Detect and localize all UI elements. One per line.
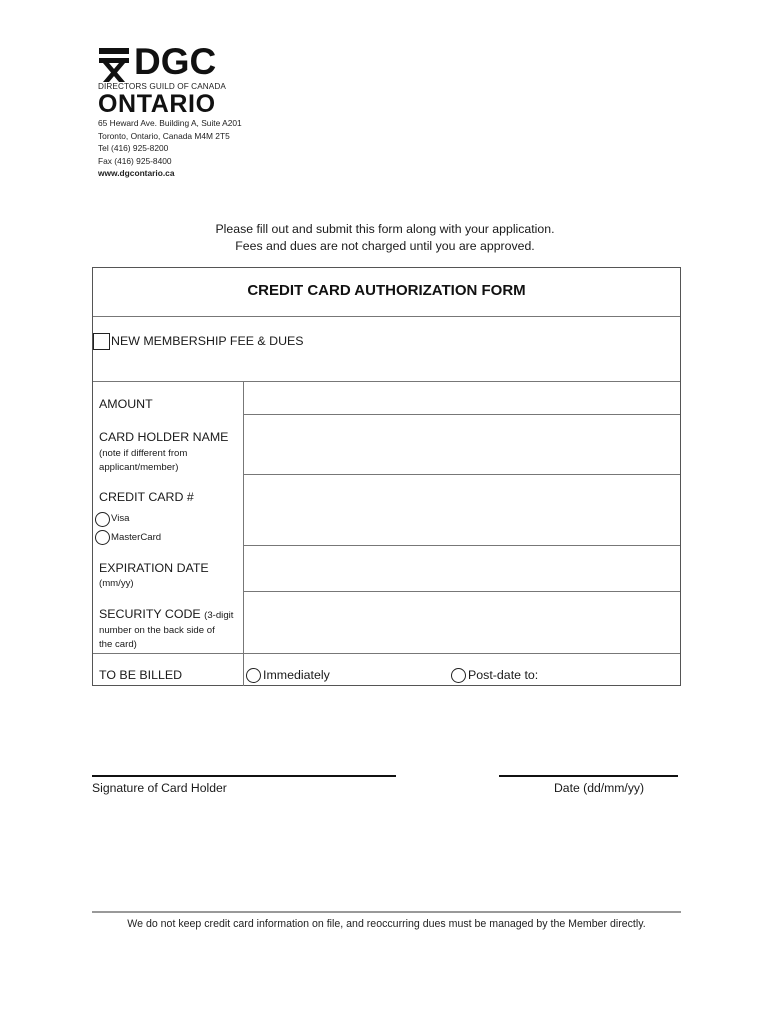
expiration-date-label: EXPIRATION DATE: [99, 561, 209, 575]
form-title: CREDIT CARD AUTHORIZATION FORM: [247, 282, 526, 299]
security-code-title: SECURITY CODE: [99, 607, 201, 621]
expiration-date-field[interactable]: [244, 546, 680, 591]
signature-label: Signature of Card Holder: [92, 781, 227, 795]
security-code-note-line-2: number on the back side of: [99, 625, 215, 636]
billed-postdate-label: Post-date to:: [468, 668, 539, 682]
security-code-field[interactable]: [244, 592, 680, 653]
address-line-2: Toronto, Ontario, Canada M4M 2T5: [98, 131, 230, 141]
fax-number: Fax (416) 925-8400: [98, 156, 172, 166]
membership-fee-label: NEW MEMBERSHIP FEE & DUES: [111, 334, 304, 348]
credit-card-number-field[interactable]: [244, 475, 680, 545]
row-divider: [93, 653, 680, 654]
expiration-date-note: (mm/yy): [99, 578, 134, 589]
credit-card-authorization-form: [92, 267, 681, 686]
intro-line-1: Please fill out and submit this form along with your application.: [215, 222, 555, 236]
logo-dgc-text: DGC: [134, 41, 217, 82]
cardholder-note-line-2: applicant/member): [99, 462, 179, 473]
cardholder-name-label: CARD HOLDER NAME: [99, 430, 229, 444]
date-label: Date (dd/mm/yy): [554, 781, 645, 795]
billed-immediately-radio[interactable]: [246, 668, 261, 683]
row-divider: [93, 316, 680, 317]
dgc-ontario-logo: [98, 41, 258, 184]
billed-postdate-radio[interactable]: [451, 668, 466, 683]
footer-note: We do not keep credit card information on file, and reoccurring dues must be managed by the Member directly.: [127, 918, 646, 930]
intro-line-2: Fees and dues are not charged until you are approved.: [235, 239, 535, 253]
amount-field[interactable]: [244, 382, 680, 414]
director-chair-icon: [98, 46, 132, 82]
security-code-note-inline: (3-digit: [204, 610, 234, 621]
mastercard-label: MasterCard: [111, 532, 162, 543]
phone-number: Tel (416) 925-8200: [98, 143, 169, 153]
security-code-note-line-3: the card): [99, 639, 137, 650]
to-be-billed-label: TO BE BILLED: [99, 668, 183, 682]
security-code-label: [99, 607, 233, 621]
mastercard-radio[interactable]: [95, 530, 110, 545]
amount-label: AMOUNT: [99, 397, 153, 411]
cardholder-note-line-1: (note if different from: [99, 448, 188, 459]
date-line[interactable]: [499, 775, 678, 777]
signature-line[interactable]: [92, 775, 396, 777]
footer-divider: [92, 911, 681, 913]
logo-subtitle: DIRECTORS GUILD OF CANADA: [98, 82, 226, 91]
visa-radio[interactable]: [95, 512, 110, 527]
address-line-1: 65 Heward Ave. Building A, Suite A201: [98, 118, 242, 128]
membership-fee-checkbox[interactable]: [93, 333, 110, 350]
credit-card-number-label: CREDIT CARD #: [99, 490, 194, 504]
cardholder-name-field[interactable]: [244, 415, 680, 474]
website-link[interactable]: www.dgcontario.ca: [98, 168, 175, 178]
billed-immediately-label: Immediately: [263, 668, 330, 682]
logo-region: ONTARIO: [98, 90, 216, 118]
visa-label: Visa: [111, 513, 130, 524]
